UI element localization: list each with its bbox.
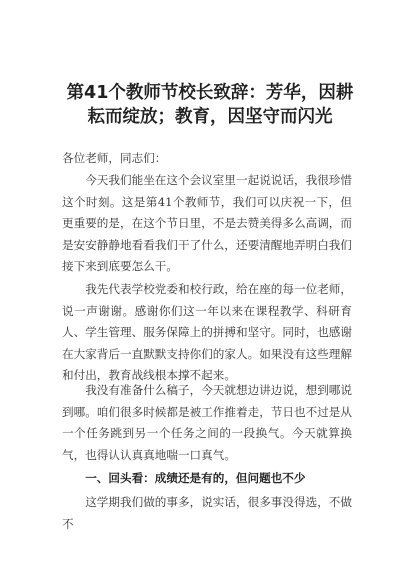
paragraph-2: 我先代表学校党委和校行政，给在座的每一位老师，说一声谢谢。感谢你们这一年以来在课程教学、科研育人、学生管理、服务保障上的拼搏和坚守。同时，也感谢在大家背后一直默默支持你们的家人。如果没有这些理解和付出，教育战线根本撑不起来。 — [62, 282, 352, 382]
salutation: 各位老师，同志们： — [62, 151, 167, 165]
paragraph-3: 我没有准备什么稿子，今天就想边讲边说，想到哪说到哪。咱们很多时候都是被工作推着走，节日也不过是从一个任务跳到另一个任务之间的一段换气。今天就算换气，也得认认真真地喘一口真气。 — [62, 383, 352, 462]
paragraph-1: 今天我们能坐在这个会议室里一起说说话，我很珍惜这个时刻。这是第41个教师节，我们可以庆祝一下，但更重要的是，在这个节日里，不是去赞美得多么高调，而是安安静静地看看我们干了什么，还要清醒地弄明白我们接下来到底要怎么干。 — [62, 173, 352, 273]
paragraph-4: 这学期我们做的事多，说实话，很多事没得选，不做不 — [62, 495, 352, 531]
section-heading: 一、回头看：成绩还是有的，但问题也不少 — [85, 471, 306, 485]
document-title: 第41个教师节校长致辞：芳华，因耕耘而绽放；教育，因坚守而闪光 — [66, 83, 354, 127]
